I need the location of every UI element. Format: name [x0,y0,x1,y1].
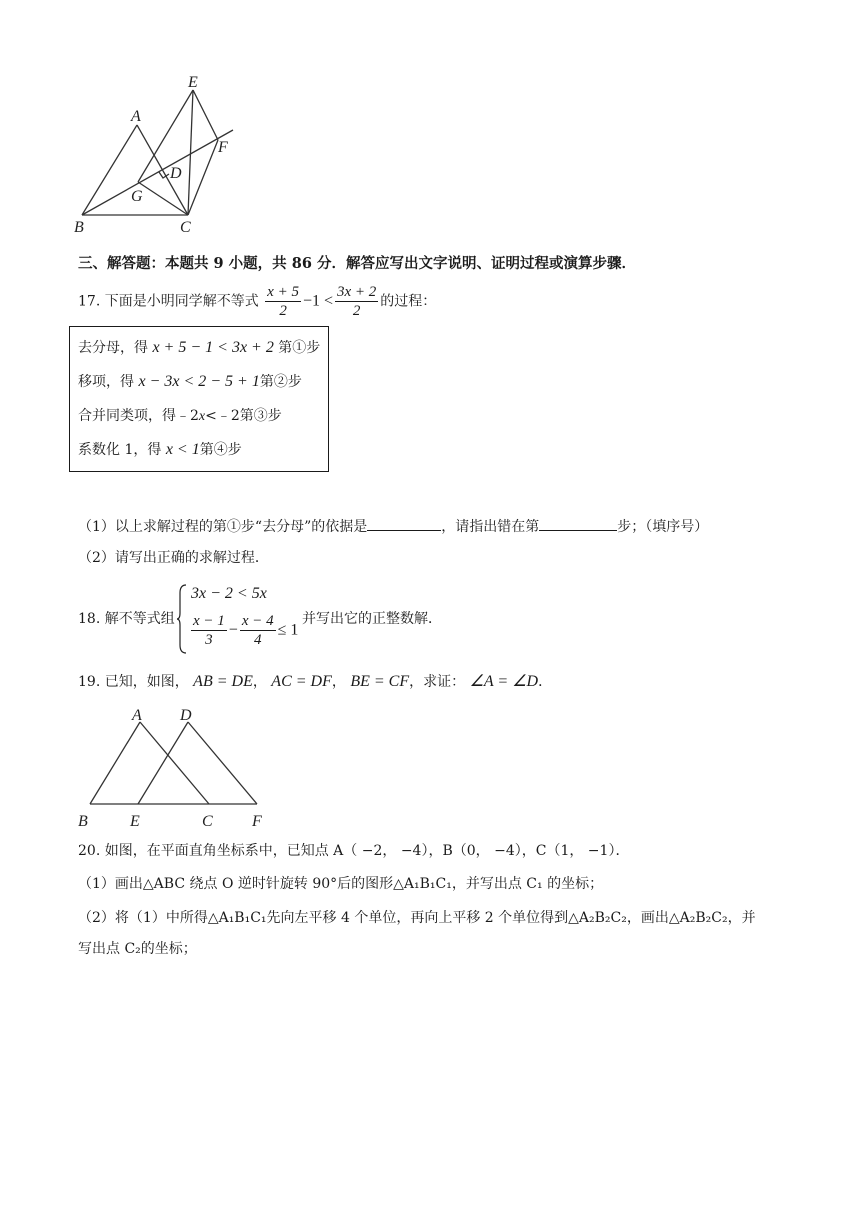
segment-GC [138,182,188,215]
q17-fraction-left: $\frac{x + 5}{2}$ [267,284,299,319]
q20-part2-line1: （2）将（1）中所得△A₁B₁C₁先向左平移 4 个单位，再向上平移 2 个单位得到△A₂B₂C₂，画出△A₂B₂C₂，并 [78,910,756,926]
label-E: E [130,813,140,830]
q18-ineq-1: 3x − 2 < 5x [191,585,267,602]
q17-tail: 的过程： [380,293,437,310]
q17-fraction-right: $\frac{3x + 2}{2}$ [337,284,377,319]
q17-blank-1[interactable] [367,514,441,531]
q17-step-1: 去分母，得 x + 5 − 1 < 3x + 2 第①步 [78,339,321,356]
q20-part2-line2: 写出点 C₂的坐标； [78,941,197,957]
q17-blank-2[interactable] [539,514,617,531]
q19-statement: 19. 已知，如图， AB = DE， AC = DF， BE = CF，求证： ∠A = ∠D． [78,673,553,690]
label-B: B [74,219,84,236]
figure-triangles-q19 [72,700,282,830]
q17-step-4-math: x < 1 [165,441,200,458]
label-C: C [202,813,213,830]
segment-BA [82,125,137,215]
q19-eq-AB-DE: AB = DE [193,673,253,690]
q17-step-4: 系数化 1，得 x < 1第④步 [78,441,242,458]
section-title: 三、解答题：本题共 9 小题，共 86 分．解答应写出文字说明、证明过程或演算步骤． [78,255,636,272]
label-A: A [132,707,142,724]
segment-ED [138,722,188,804]
label-C: C [180,219,191,236]
q18-fraction-1: $\frac{x - 1}{3}$ [193,613,225,648]
segment-BF [82,130,233,215]
q18-number-lead: 18. 解不等式组 [78,611,175,627]
label-G: G [131,188,143,205]
segment-BA [90,722,140,804]
label-D: D [170,165,182,182]
q20-statement: 20. 如图，在平面直角坐标系中，已知点 A（ −2， −4），B（0， −4），C（1， −1）． [78,843,630,859]
q17-part1: （1）以上求解过程的第①步“去分母”的依据是 ，请指出错在第 步；（填序号） [78,514,708,537]
label-D: D [180,707,192,724]
label-F: F [252,813,262,830]
q17-step-1-math: x + 5 − 1 < 3x + 2 [152,339,274,356]
label-A: A [131,108,141,125]
q20-part1: （1）画出△ABC 绕点 O 逆时针旋转 90°后的图形△A₁B₁C₁，并写出点 C₁ 的坐标； [78,876,604,892]
figure-triangles-top [70,70,250,240]
q17-number: 17. [78,293,101,310]
q17-statement [78,283,436,320]
q18-fraction-2: $\frac{x - 4}{4}$ [241,613,274,648]
q19-goal: ∠A = ∠D [469,673,539,690]
q17-part2: （2）请写出正确的求解过程． [78,550,269,566]
q18-brace [176,583,188,655]
q18-ineq-2: $\frac{x - 1}{3}$ − $\frac{x - 4}{4}$ ≤ 1 [193,613,299,648]
label-E: E [188,74,198,91]
label-F: F [218,139,228,156]
label-B: B [78,813,88,830]
q17-step-2-math: x − 3x < 2 − 5 + 1 [138,373,260,390]
q17-intro: 下面是小明同学解不等式 [104,293,259,310]
segment-CF [188,140,218,215]
q17-step-2: 移项，得 x − 3x < 2 − 5 + 1第②步 [78,373,302,390]
q19-eq-AC-DF: AC = DF [271,673,332,690]
q17-step-3: 合并同类项，得﹣2x<﹣2第③步 [78,408,282,424]
q18-tail: 并写出它的正整数解． [302,611,442,627]
q19-eq-BE-CF: BE = CF [350,673,410,690]
segment-EF [193,90,218,140]
q17-middle: −1 < [302,292,333,310]
